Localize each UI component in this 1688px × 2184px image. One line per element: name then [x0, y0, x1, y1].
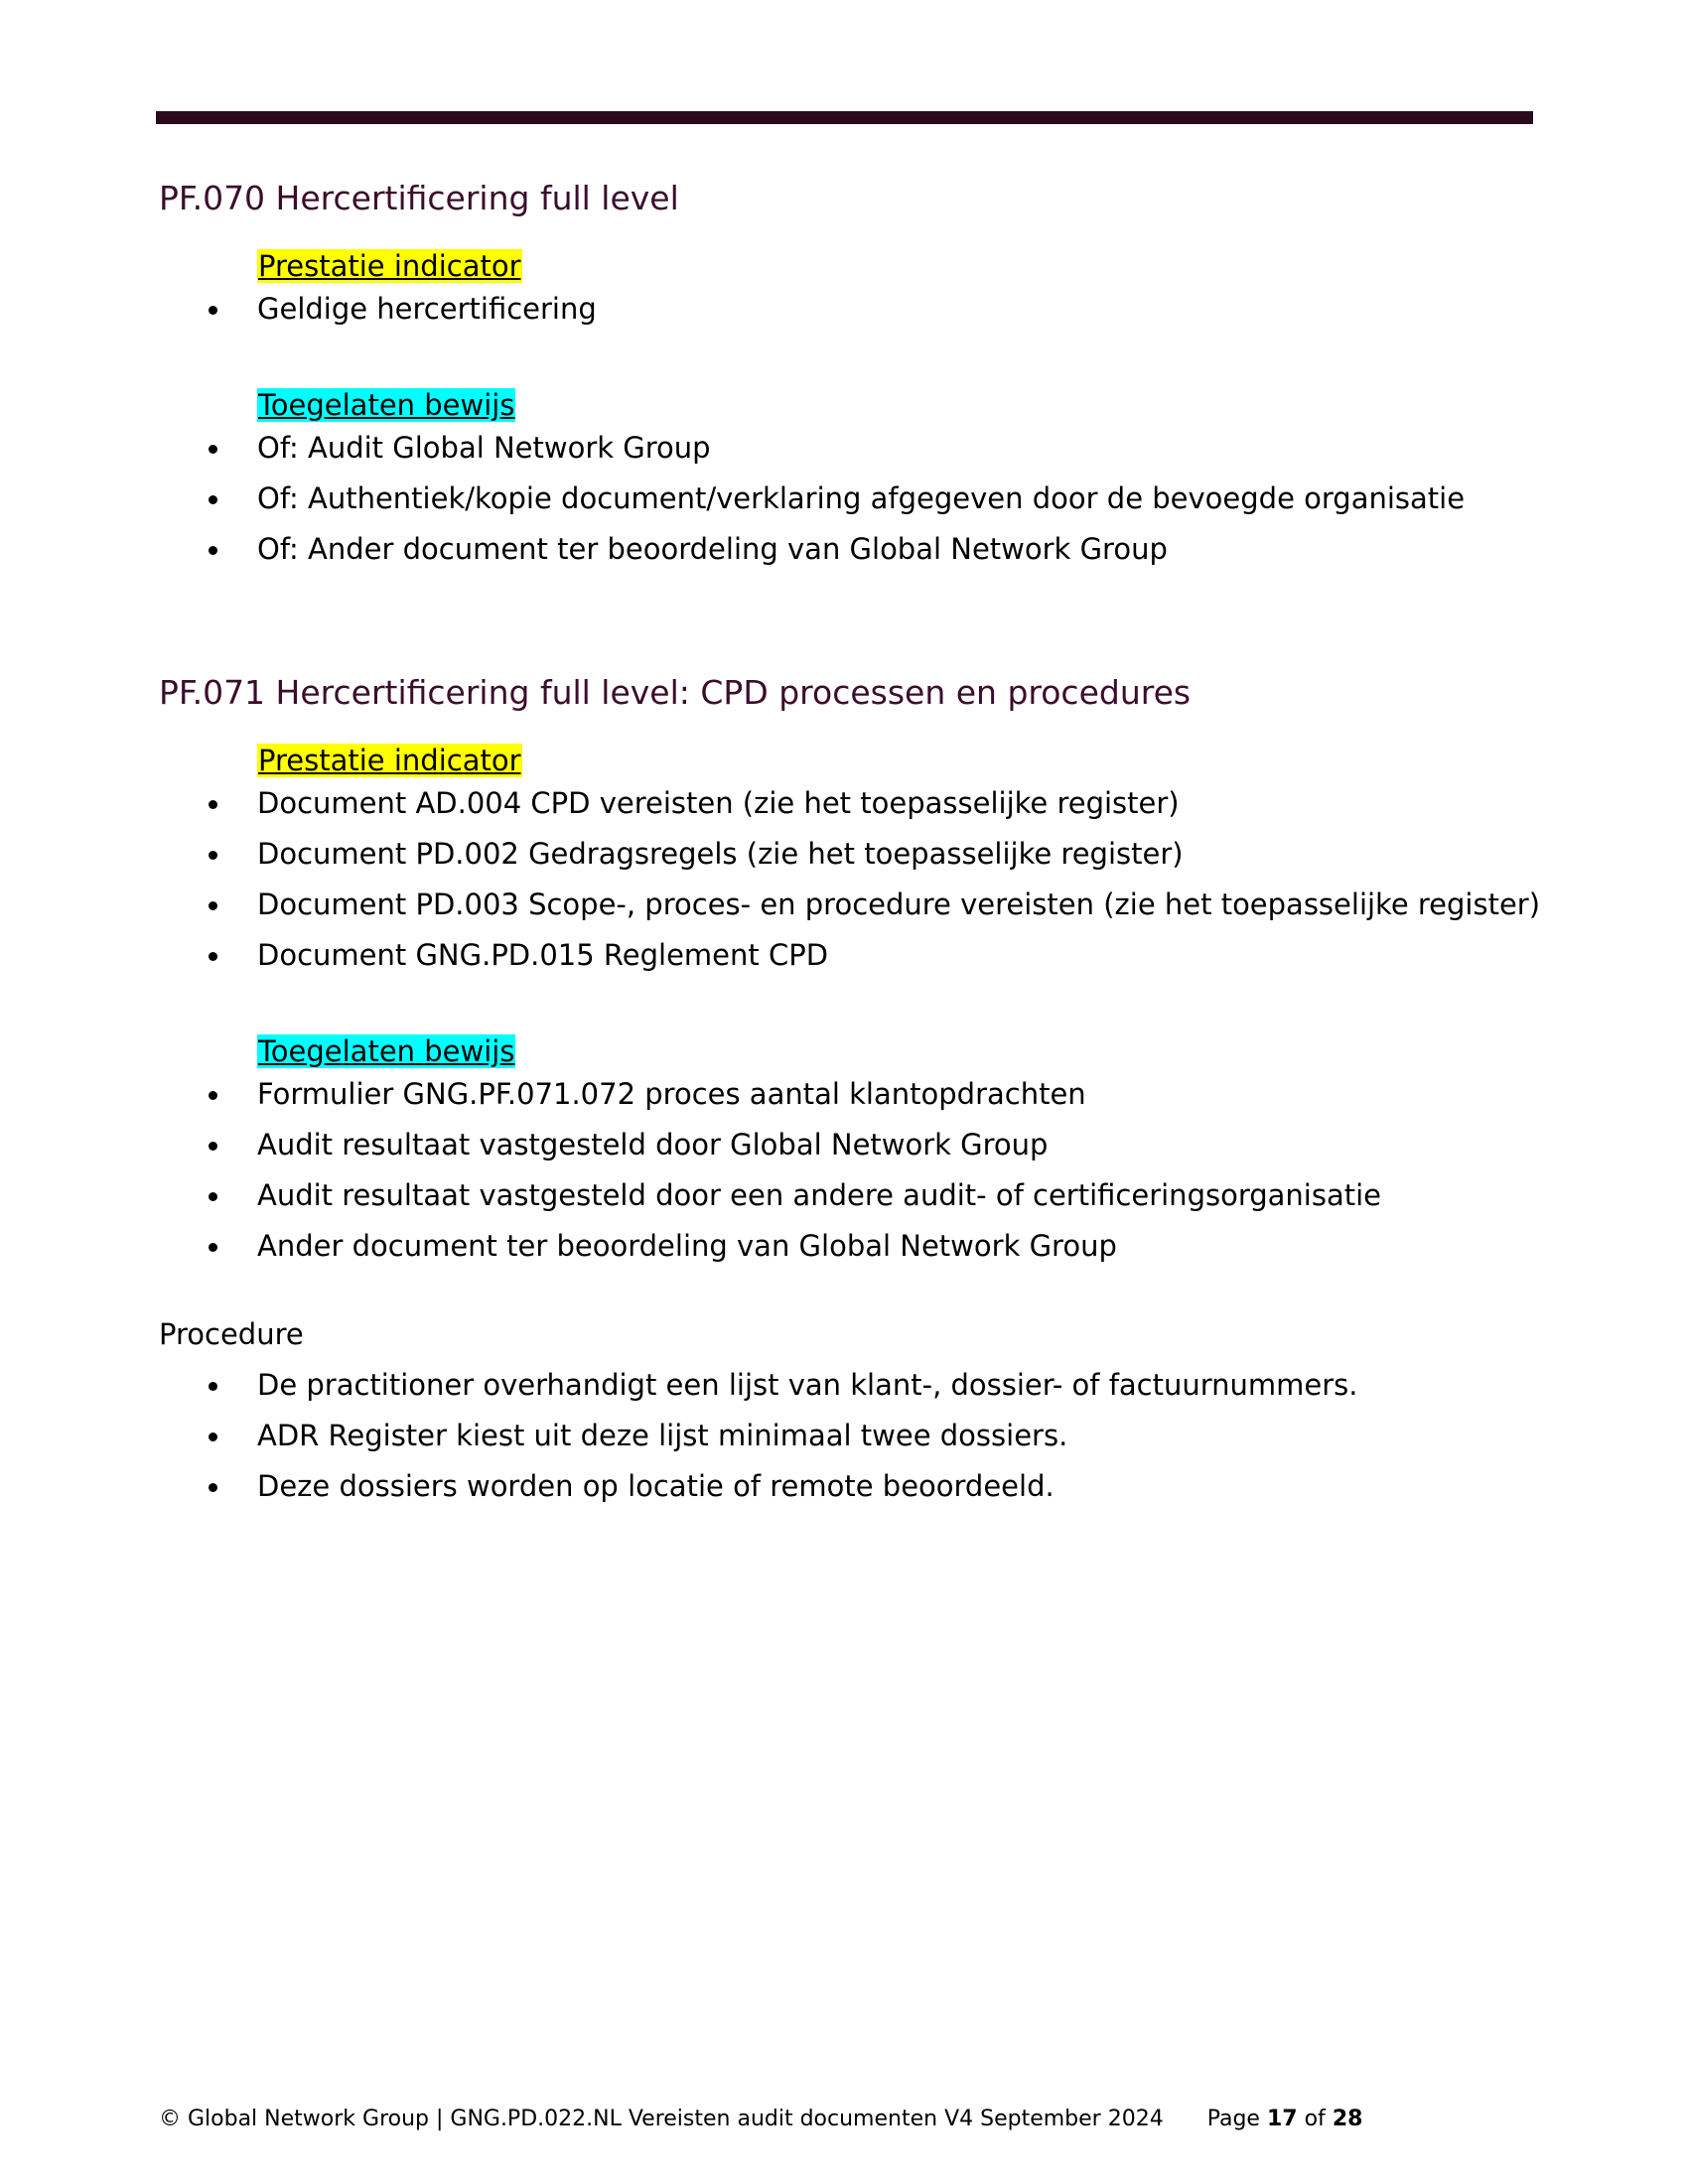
indicator-list	[159, 288, 1549, 339]
list-item: Of: Authentiek/kopie document/verklaring afgegeven door de bevoegde organisatie	[159, 478, 1549, 528]
list-item: ADR Register kiest uit deze lijst minimaal twee dossiers.	[159, 1415, 1549, 1465]
list-item: Document PD.002 Gedragsregels (zie het toepasselijke register)	[159, 833, 1549, 884]
evidence-list	[159, 427, 1549, 579]
list-item: Of: Ander document ter beoordeling van Global Network Group	[159, 528, 1549, 579]
list-item: Audit resultaat vastgesteld door een andere audit- of certificeringsorganisatie	[159, 1174, 1549, 1225]
indicator-label: Prestatie indicator	[258, 744, 521, 777]
list-item: Deze dossiers worden op locatie of remote beoordeeld.	[159, 1465, 1549, 1516]
indicator-list	[159, 782, 1549, 985]
procedure-heading: Procedure	[159, 1317, 304, 1351]
list-item: Audit resultaat vastgesteld door Global Network Group	[159, 1124, 1549, 1174]
list-item: Document AD.004 CPD vereisten (zie het toepasselijke register)	[159, 782, 1549, 833]
list-item: De practitioner overhandigt een lijst van klant-, dossier- of factuurnummers.	[159, 1364, 1549, 1415]
evidence-label: Toegelaten bewijs	[258, 388, 515, 422]
indicator-label: Prestatie indicator	[258, 249, 521, 283]
page-of: of	[1304, 2107, 1326, 2131]
section-title: PF.070 Hercertificering full level	[159, 179, 679, 217]
section-pf071	[159, 673, 1549, 1516]
evidence-label: Toegelaten bewijs	[258, 1034, 515, 1068]
page-footer	[159, 2105, 1362, 2134]
page-number	[1207, 2107, 1363, 2131]
section-title: PF.071 Hercertificering full level: CPD processen en procedures	[159, 673, 1192, 712]
procedure-list	[159, 1364, 1549, 1516]
page-current: 17	[1266, 2107, 1298, 2131]
top-rule	[156, 111, 1533, 124]
page-total: 28	[1332, 2107, 1363, 2131]
footer-text: © Global Network Group | GNG.PD.022.NL Vereisten audit documenten V4 September 2024	[159, 2107, 1164, 2131]
list-item: Of: Audit Global Network Group	[159, 427, 1549, 478]
list-item: Document GNG.PD.015 Reglement CPD	[159, 934, 1549, 985]
indicator-label-row	[257, 248, 1549, 288]
list-item: Geldige hercertificering	[159, 288, 1549, 339]
list-item: Formulier GNG.PF.071.072 proces aantal klantopdrachten	[159, 1073, 1549, 1124]
list-item: Document PD.003 Scope-, proces- en procedure vereisten (zie het toepasselijke register)	[159, 884, 1549, 934]
list-item: Ander document ter beoordeling van Global Network Group	[159, 1225, 1549, 1276]
page-prefix: Page	[1206, 2107, 1260, 2131]
section-pf070	[159, 179, 1549, 579]
evidence-list	[159, 1073, 1549, 1276]
indicator-label-row	[257, 743, 1549, 782]
evidence-label-row	[257, 387, 1549, 427]
evidence-label-row	[257, 1033, 1549, 1073]
